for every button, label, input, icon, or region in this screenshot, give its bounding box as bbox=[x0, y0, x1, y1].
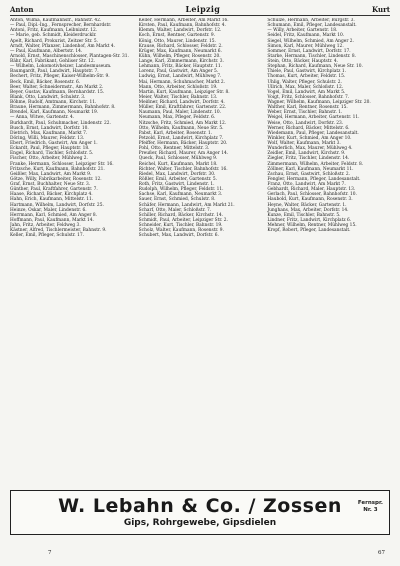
directory-entry: — Wilhelm, Lokomotivheizer, Landesmuseum. bbox=[10, 64, 112, 70]
directory-entry: Haase, Richard, Bäcker, Kirchplatz 4. bbox=[10, 192, 93, 198]
directory-entry: Otto, Wilhelm, Kaufmann, Neue Str. 5. bbox=[138, 125, 224, 131]
directory-entry: Zöllner, Karl, Kaufmann, Neumarkt 11. bbox=[267, 166, 354, 172]
directory-entry: Petzold, Ernst, Landwirt, Kirchplatz 7. bbox=[138, 135, 224, 141]
directory-entry: Vogel, Emil, Landwirt, Am Markt 5. bbox=[267, 89, 346, 95]
directory-entry: Thomas, Kurt, Arbeiter, Feldstr. 15. bbox=[267, 74, 346, 80]
directory-entry: Kropf, Robert, Pfleger, Landesanstalt. bbox=[267, 228, 351, 234]
directory-entry: Wiedemann, Paul, Pfleger, Landesanstalt. bbox=[267, 130, 359, 136]
directory-entry: Kunze, Emil, Tischler, Bahnstr. 5. bbox=[267, 212, 341, 218]
directory-entry: Busch, Ernst, Landwirt, Dorfstr. 10. bbox=[10, 125, 89, 131]
directory-entry: Jahn, Fritz, Arbeiter, Feldweg 3. bbox=[10, 223, 81, 228]
directory-entry: Mann, Otto, Arbeiter, Schloßstr. 19. bbox=[138, 84, 218, 90]
directory-entry: Kästner, Alfred, Tischlermeister, Bahnstr. 9. bbox=[10, 228, 107, 234]
directory-entry: Richter, Walter, Tischler, Bahnhofstr. 16. bbox=[138, 166, 228, 172]
directory-entry: Pohl, Otto, Rentner, Mittelstr. 3. bbox=[138, 146, 210, 152]
directory-entry: Ebert, Friedrich, Gastwirt, Am Anger 1. bbox=[10, 141, 98, 146]
directory-entry: Pfeiffer, Hermann, Bäcker, Hauptstr. 20. bbox=[138, 141, 228, 146]
directory-entry: Junghans, Max, Arbeiter, Dorfstr. 14. bbox=[267, 207, 349, 213]
header-place-name: Leipzig bbox=[185, 4, 221, 14]
directory-entry: Blank, Otto, Landwirt, Schulstr. 3. bbox=[10, 94, 86, 100]
directory-entry: Beer, Walter, Schneidermstr., Am Markt 2. bbox=[10, 84, 104, 90]
directory-entry: Krause, Richard, Schlosser, Feldstr. 2. bbox=[138, 43, 223, 49]
directory-entry: Werner, Richard, Bäcker, Mittelstr. 6. bbox=[267, 125, 350, 131]
ad-phone-label: Fernspr. bbox=[357, 500, 383, 506]
directory-entry: Dietrich, Max, Kaufmann, Markt 7. bbox=[10, 130, 88, 136]
directory-entry: Walther, Karl, Rentner, Rosenstr. 15. bbox=[267, 105, 348, 111]
directory-entry: Heinze, Oskar, Maler, Lindenstr. 6. bbox=[10, 207, 87, 213]
directory-entry: Günther, Paul, Kraftfahrer, Gartenstr. 7. bbox=[10, 187, 98, 193]
directory-entry: Geißler, Max, Landwirt, Am Markt 9. bbox=[10, 171, 92, 177]
page-footer bbox=[0, 550, 400, 558]
directory-entry: Pabst, Karl, Arbeiter, Rosenstr. 1. bbox=[138, 130, 213, 136]
directory-entry: Mehner, Wilhelm, Rentner, Mühlweg 15. bbox=[267, 223, 357, 228]
directory-entry: Voigt, Fritz, Schlosser, Bahnhofstr. 7. bbox=[267, 94, 350, 100]
directory-entry: Weise, Otto, Landwirt, Dorfstr. 23. bbox=[267, 120, 344, 126]
directory-entry: Queck, Paul, Schlosser, Mühlweg 9. bbox=[138, 156, 218, 162]
directory-entry: Wolf, Walter, Kaufmann, Markt 3. bbox=[267, 141, 341, 146]
directory-entry: Thiele, Paul, Gastwirt, Kirchplatz 1. bbox=[267, 69, 346, 75]
directory-entry: Hoffmann, Paul, Kaufmann, Markt 14. bbox=[10, 217, 94, 223]
directory-entry: Schiller, Richard, Bäcker, Kirchstr. 14. bbox=[138, 212, 224, 218]
directory-entry: — Marie, geb. Schmidt, Kleiderdrucklr. bbox=[10, 33, 97, 39]
directory-columns bbox=[10, 18, 390, 487]
ad-products: Gips, Rohrgewebe, Gipsdielen bbox=[123, 518, 277, 528]
directory-entry: Schulze, Hermann, Arbeiter, Burgstr. 3. bbox=[267, 18, 355, 23]
directory-entry: Kühn, Wilhelm, Pfleger, Rosenstr. 20. bbox=[138, 53, 221, 59]
directory-entry: Winkler, Kurt, Schmied, Am Anger 10. bbox=[267, 135, 352, 141]
directory-entry: Preußer, Richard, Maurer, Am Anger 14. bbox=[138, 151, 229, 157]
directory-entry: Sachse, Karl, Kaufmann, Neumarkt 3. bbox=[138, 192, 223, 198]
directory-entry: Keller, Hermann, Arbeiter, Am Markt 16. bbox=[138, 18, 229, 23]
directory-entry: Zeidler, Emil, Landwirt, Kirchstr. 9. bbox=[267, 151, 346, 157]
directory-entry: Gebhardt, Richard, Maler, Hauptstr. 13. bbox=[267, 187, 356, 193]
directory-entry: Nitzsche, Fritz, Schmied, Am Markt 12. bbox=[138, 120, 227, 126]
directory-entry: Ludwig, Ernst, Landwirt, Mühlweg 7. bbox=[138, 74, 222, 80]
directory-entry: Lehmann, Fritz, Bäcker, Hauptstr. 11. bbox=[138, 64, 222, 70]
directory-entry: Arnold, Ernst, Maschinenschlosser, Plantagen-Str. 31. bbox=[10, 53, 129, 59]
directory-entry: Franz, Otto, Landwirt, Am Markt 7. bbox=[267, 182, 346, 187]
directory-entry: Graf, Ernst, Buchhalter, Neue Str. 3. bbox=[10, 182, 91, 187]
directory-entry: Klemm, Walter, Landwirt, Dorfstr. 12. bbox=[138, 28, 222, 34]
directory-entry: — Paul, Kaufmann, Albertstr. 14. bbox=[10, 48, 83, 54]
directory-entry: Hahn, Erich, Kaufmann, Mittelstr. 11. bbox=[10, 197, 94, 203]
directory-entry: Schneider, Kurt, Tischler, Bahnstr. 19. bbox=[138, 223, 223, 228]
directory-entry: Schubert, Max, Landwirt, Dorfstr. 6. bbox=[138, 233, 219, 239]
directory-entry: Lindner, Fritz, Landwirt, Kirchplatz 6. bbox=[267, 217, 352, 223]
directory-entry: Neumann, Max, Pfleger, Feldstr. 6. bbox=[138, 115, 216, 121]
directory-entry: Meier, Walter, Tischler, Bahnstr. 13. bbox=[138, 94, 218, 100]
directory-entry: Lange, Karl, Zimmermann, Kirchstr. 3. bbox=[138, 59, 224, 64]
directory-entry: Fischer, Otto, Arbeiter, Mühlweg 2. bbox=[10, 156, 88, 162]
directory-entry: Götze, Willy, Fabrikarbeiter, Rosenstr. 12. bbox=[10, 176, 102, 182]
directory-entry: Rudolph, Wilhelm, Pfleger, Feldstr. 11. bbox=[138, 187, 224, 193]
directory-entry: Böhme, Rudolf, Amtmann, Kirchstr. 11. bbox=[10, 100, 97, 105]
directory-entry: Engel, Richard, Tischler, Schloßstr. 5. bbox=[10, 151, 94, 157]
directory-entry: Haubold, Kurt, Kaufmann, Rosenstr. 3. bbox=[267, 197, 353, 203]
directory-entry: Müller, Emil, Kraftfahrer, Gartenstr. 22. bbox=[138, 105, 227, 111]
directory-entry: Weigel, Hermann, Arbeiter, Gartenstr. 11. bbox=[267, 115, 360, 121]
directory-entry: — Paul, Dipl.-Ing., Fernsprecher, Bernhardstr. bbox=[10, 23, 112, 29]
directory-entry: Martin, Kurt, Kaufmann, Leipziger Str. 8. bbox=[138, 89, 230, 95]
page-header bbox=[10, 4, 390, 16]
directory-entry: Scholz, Walter, Kaufmann, Rosenstr. 9. bbox=[138, 228, 224, 234]
directory-entry: Sauer, Ernst, Schmied, Schulstr. 8. bbox=[138, 197, 216, 203]
directory-entry: Schumann, Emil, Pfleger, Landesanstalt. bbox=[267, 23, 357, 29]
directory-entry: Hartmann, Wilhelm, Landwirt, Dorfstr. 25. bbox=[10, 202, 104, 208]
directory-entry: Beyer, Gustav, Kaufmann, Bernhardstr. 15. bbox=[10, 89, 105, 95]
directory-entry: Heyne, Walter, Bäcker, Gartenstr. 1. bbox=[267, 202, 347, 208]
directory-entry: Simon, Karl, Maurer, Mühlweg 12. bbox=[267, 43, 344, 49]
header-left-keyword: Anton bbox=[10, 5, 34, 14]
directory-entry: Bechert, Fritz, Pfleger, Kaiser-Wilhelm-Str. 9. bbox=[10, 74, 110, 80]
directory-entry: Beck, Emil, Bäcker, Rosenstr. 6. bbox=[10, 79, 81, 85]
directory-entry: Franke, Hermann, Schlosser, Leipziger Str. 16. bbox=[10, 161, 114, 167]
directory-entry: Wagner, Wilhelm, Kaufmann, Leipziger Str. 20. bbox=[267, 100, 371, 105]
directory-entry: Wunderlich, Max, Maurer, Mühlweg 4. bbox=[267, 146, 353, 152]
advertisement-box bbox=[10, 490, 390, 535]
directory-entry: — Willy, Arbeiter, Gartenstr. 18. bbox=[267, 28, 338, 34]
ad-phone bbox=[358, 500, 383, 513]
directory-entry: Braune, Hermann, Zimmermann, Bahnhofstr. 8. bbox=[10, 105, 116, 111]
ad-phone-number: Nr. 3 bbox=[363, 506, 378, 513]
directory-entry: Uhlig, Walter, Pfleger, Schulstr. 2. bbox=[267, 79, 342, 85]
directory-entry: Weber, Ernst, Tischler, Bahnstr. 1. bbox=[267, 110, 343, 116]
directory-entry: König, Otto, Maurer, Lindenstr. 15. bbox=[138, 38, 216, 44]
directory-entry: Schmidt, Paul, Arbeiter, Leipziger Str. 2. bbox=[138, 217, 228, 223]
footer-left-number: 7 bbox=[48, 550, 52, 556]
directory-entry: Ullrich, Max, Maler, Schloßstr. 12. bbox=[267, 84, 344, 90]
directory-entry: Rößler, Emil, Arbeiter, Gartenstr. 5. bbox=[138, 176, 217, 182]
directory-entry: — Anna, Witwe, Gartenstr. 4. bbox=[10, 115, 75, 121]
directory-entry: Schäfer, Hermann, Landwirt, Am Markt 21. bbox=[138, 202, 235, 208]
directory-entry: Baumgardt, Paul, Landwirt, Hauptstr. 7. bbox=[10, 69, 99, 75]
directory-entry: Sommer, Ernst, Landwirt, Dorfstr. 17. bbox=[267, 48, 351, 54]
directory-entry: Lorenz, Paul, Gastwirt, Am Anger 5. bbox=[138, 69, 219, 75]
directory-entry: Reichel, Kurt, Kaufmann, Markt 18. bbox=[138, 161, 218, 167]
directory-entry: Kirsten, Paul, Kaufmann, Bahnhofstr. 4. bbox=[138, 23, 226, 29]
directory-entry: Fritzsche, Kurt, Kaufmann, Bahnhofstr. 21. bbox=[10, 166, 105, 172]
directory-entry: Anton, Wilma, Kaufmannsfr., Bahnstr. 42. bbox=[10, 18, 102, 23]
directory-entry: Apelt, Richard, Prokurist, Zeitzer Str. 5. bbox=[10, 38, 98, 44]
directory-entry: Brendel, Karl, Kaufmann, Neumarkt 19. bbox=[10, 110, 99, 116]
directory-entry: Koch, Ernst, Rentner, Gartenstr. 9. bbox=[138, 33, 216, 39]
directory-entry: Burkhardt, Paul, Schuhmacher, Lindenstr. 22. bbox=[10, 120, 111, 126]
directory-entry: Meißner, Richard, Landwirt, Dorfstr. 4. bbox=[138, 100, 225, 105]
directory-entry: Scharf, Otto, Maler, Schloßstr. 7. bbox=[138, 207, 212, 213]
directory-entry: Arndt, Walter, Pflanzer, Lindenhof, Am Markt 4. bbox=[10, 43, 115, 49]
directory-entry: Keller, Emil, Pfleger, Schulstr. 17. bbox=[10, 233, 84, 239]
directory-entry: Zschau, Ernst, Gastwirt, Schloßstr. 2. bbox=[267, 171, 351, 177]
directory-entry: Stein, Otto, Bäcker, Hauptstr. 4. bbox=[267, 59, 338, 64]
header-right-keyword: Kurt bbox=[372, 5, 390, 14]
directory-entry: Ziegler, Fritz, Tischler, Lindenstr. 14. bbox=[267, 156, 350, 162]
directory-entry: Bähr, Karl, Fabrikant, Gohliser Str. 12. bbox=[10, 59, 95, 64]
directory-entry: Gerlach, Paul, Schlosser, Bahnhofstr. 10. bbox=[267, 192, 357, 198]
directory-entry: Fengler, Hermann, Pfleger, Landesanstalt. bbox=[267, 176, 361, 182]
directory-entry: Döring, Willi, Maurer, Feldstr. 13. bbox=[10, 135, 85, 141]
directory-column-2 bbox=[139, 18, 262, 487]
directory-entry: Eckardt, Paul, Pfleger, Hauptstr. 18. bbox=[10, 146, 90, 152]
directory-entry: Roth, Fritz, Gastwirt, Lindenstr. 1. bbox=[138, 182, 215, 187]
directory-entry: Herrmann, Karl, Schmied, Am Anger 8. bbox=[10, 212, 97, 218]
directory-entry: Stephan, Richard, Kaufmann, Neue Str. 10. bbox=[267, 64, 363, 70]
directory-entry: Naumann, Paul, Maler, Lindenstr. 10. bbox=[138, 110, 222, 116]
directory-entry: Siegel, Wilhelm, Schmied, Am Anger 2. bbox=[267, 38, 354, 44]
directory-column-3 bbox=[267, 18, 390, 487]
directory-entry: Riedel, Max, Landwirt, Dorfstr. 30. bbox=[138, 171, 216, 177]
directory-entry: Seidel, Fritz, Kaufmann, Markt 10. bbox=[267, 33, 345, 39]
directory-entry: Antoni, Fritz, Kaufmann, Leibnizstr. 12. bbox=[10, 28, 98, 34]
directory-entry: Zimmermann, Wilhelm, Arbeiter, Feldstr. 8. bbox=[267, 161, 364, 167]
directory-column-1 bbox=[10, 18, 133, 487]
directory-entry: Mai, Hermann, Schuhmacher, Markt 2. bbox=[138, 79, 226, 85]
directory-entry: Starke, Hermann, Tischler, Lindenstr. 8. bbox=[267, 53, 356, 59]
page-number: 67 bbox=[378, 550, 385, 556]
directory-entry: Krüger, Max, Kaufmann, Neumarkt 6. bbox=[138, 48, 222, 54]
ad-company-name: W. Lebahn & Co. / Zossen bbox=[58, 495, 342, 517]
